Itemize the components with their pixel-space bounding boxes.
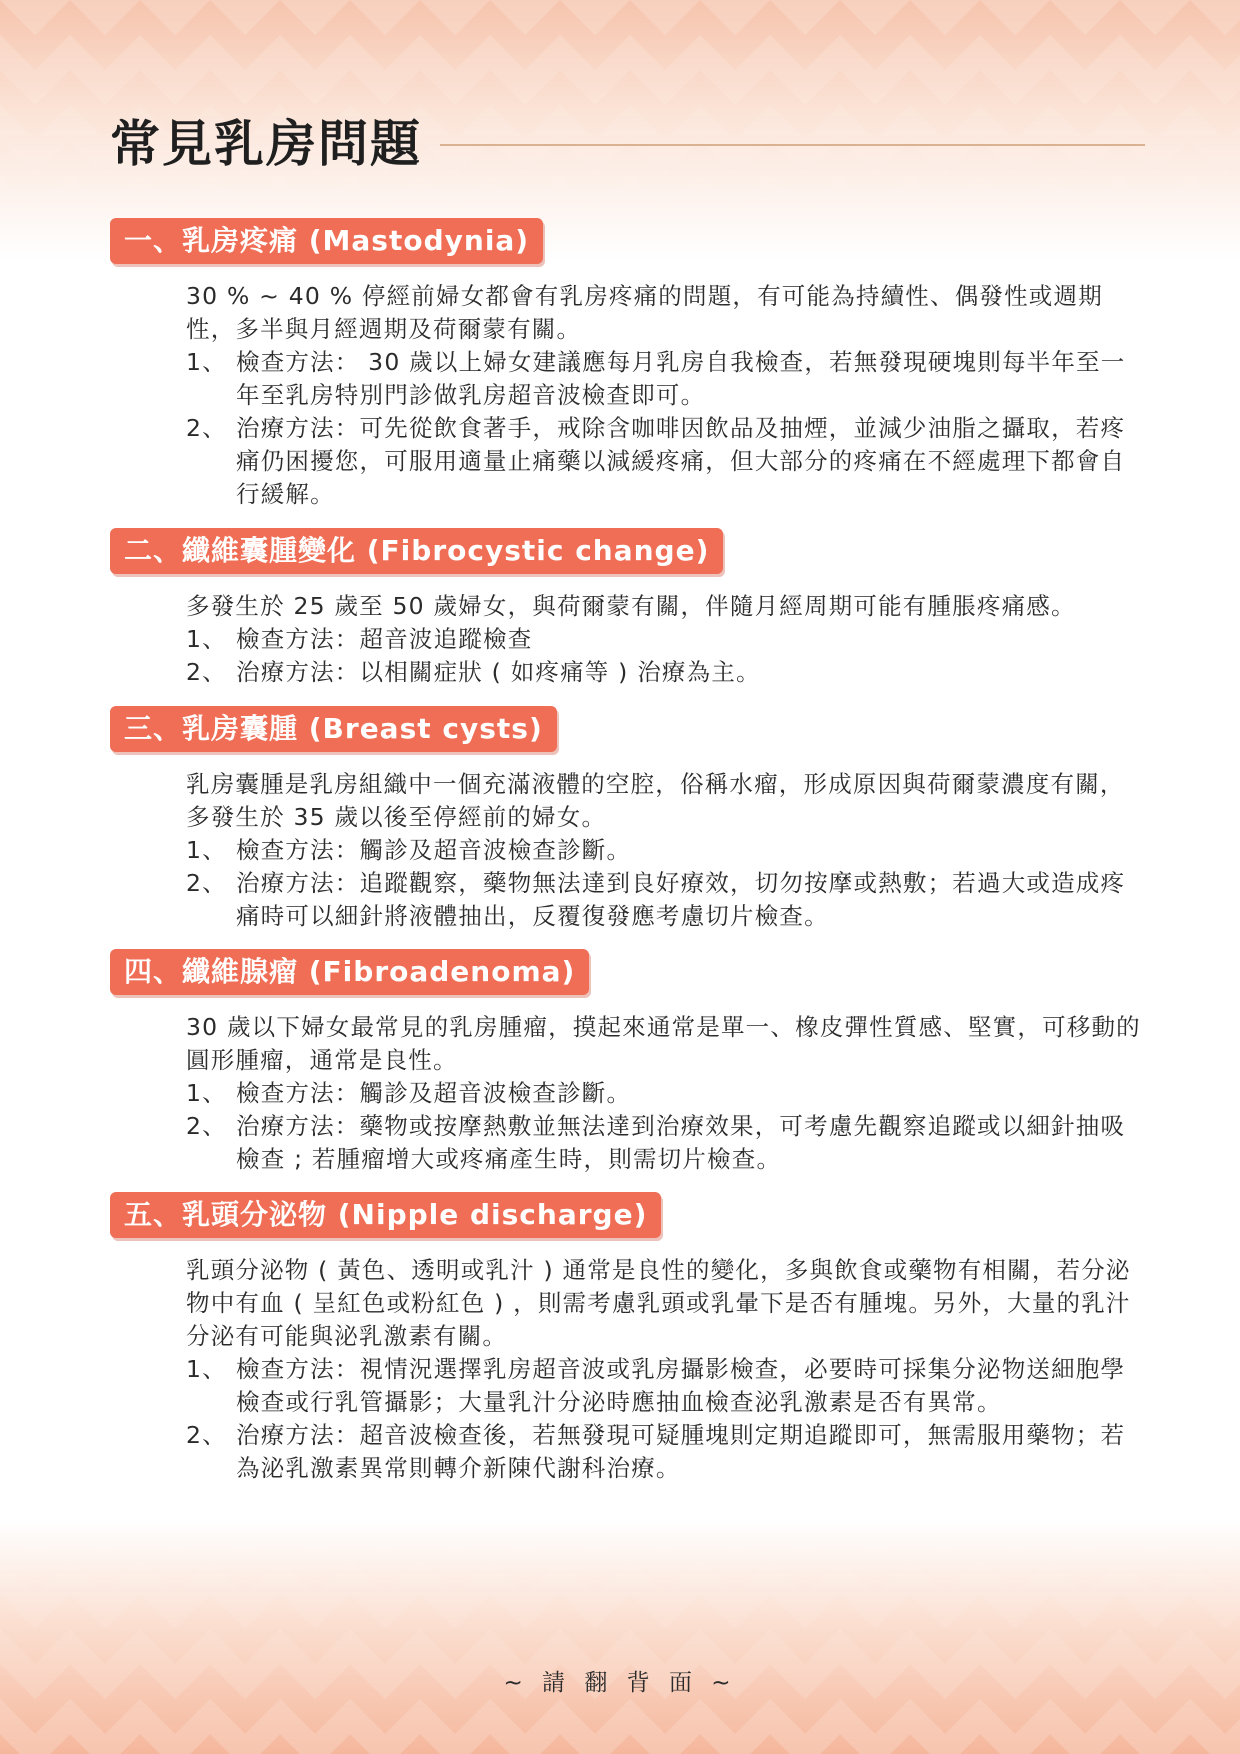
title-divider bbox=[440, 144, 1145, 146]
list-item bbox=[186, 834, 1145, 867]
list-item bbox=[186, 1353, 1145, 1419]
item-number: 1、 bbox=[186, 1355, 227, 1383]
list-item bbox=[186, 1077, 1145, 1110]
section-heading: 一、乳房疼痛 (Mastodynia) bbox=[110, 218, 543, 264]
item-number: 2、 bbox=[186, 414, 227, 442]
section-heading: 三、乳房囊腫 (Breast cysts) bbox=[110, 706, 557, 752]
list-item bbox=[186, 867, 1145, 933]
section-heading: 二、纖維囊腫變化 (Fibrocystic change) bbox=[110, 528, 723, 574]
section-body bbox=[110, 1011, 1145, 1176]
section-paragraph: 30 歲以下婦女最常見的乳房腫瘤，摸起來通常是單一、橡皮彈性質感、堅實，可移動的圓形腫瘤，通常是良性。 bbox=[186, 1013, 1141, 1074]
section-nipple-discharge bbox=[110, 1192, 1145, 1485]
list-item bbox=[186, 412, 1145, 511]
item-text: 檢查方法：觸診及超音波檢查診斷。 bbox=[236, 836, 632, 864]
item-text: 治療方法：超音波檢查後，若無發現可疑腫塊則定期追蹤即可，無需服用藥物；若為泌乳激素異常則轉介新陳代謝科治療。 bbox=[236, 1421, 1126, 1482]
section-paragraph: 多發生於 25 歲至 50 歲婦女，與荷爾蒙有關，伴隨月經周期可能有腫脹疼痛感。 bbox=[186, 592, 1076, 620]
section-fibroadenoma bbox=[110, 949, 1145, 1176]
section-body bbox=[110, 590, 1145, 689]
list-item bbox=[186, 623, 1145, 656]
section-heading: 四、纖維腺瘤 (Fibroadenoma) bbox=[110, 949, 589, 995]
list-item bbox=[186, 346, 1145, 412]
section-heading: 五、乳頭分泌物 (Nipple discharge) bbox=[110, 1192, 661, 1238]
item-number: 1、 bbox=[186, 348, 227, 376]
section-body bbox=[110, 280, 1145, 511]
item-number: 2、 bbox=[186, 1112, 227, 1140]
footer-background-pattern bbox=[0, 1524, 1240, 1754]
section-mastodynia bbox=[110, 218, 1145, 511]
item-number: 2、 bbox=[186, 869, 227, 897]
item-number: 1、 bbox=[186, 625, 227, 653]
turn-page-note: ~ 請 翻 背 面 ~ bbox=[503, 1670, 737, 1696]
item-number: 2、 bbox=[186, 1421, 227, 1449]
item-text: 治療方法：藥物或按摩熱敷並無法達到治療效果，可考慮先觀察追蹤或以細針抽吸檢查 ; 若腫瘤增大或疼痛產生時，則需切片檢查。 bbox=[236, 1112, 1126, 1173]
list-item bbox=[186, 1419, 1145, 1485]
section-body bbox=[110, 1254, 1145, 1485]
section-paragraph: 30 % ~ 40 % 停經前婦女都會有乳房疼痛的問題，有可能為持續性、偶發性或週期性，多半與月經週期及荷爾蒙有關。 bbox=[186, 282, 1103, 343]
section-fibrocystic-change bbox=[110, 528, 1145, 689]
page-header bbox=[110, 104, 1145, 176]
item-number: 2、 bbox=[186, 658, 227, 686]
item-number: 1、 bbox=[186, 836, 227, 864]
list-item bbox=[186, 1110, 1145, 1176]
section-paragraph: 乳房囊腫是乳房組織中一個充滿液體的空腔，俗稱水瘤，形成原因與荷爾蒙濃度有關，多發生於 35 歲以後至停經前的婦女。 bbox=[186, 770, 1125, 831]
section-breast-cysts bbox=[110, 706, 1145, 933]
item-number: 1、 bbox=[186, 1079, 227, 1107]
section-body bbox=[110, 768, 1145, 933]
item-text: 檢查方法：觸診及超音波檢查診斷。 bbox=[236, 1079, 632, 1107]
section-paragraph: 乳頭分泌物 ( 黃色、透明或乳汁 ) 通常是良性的變化，多與飲食或藥物有相關，若分泌物中有血 ( 呈紅色或粉紅色 ) ，則需考慮乳頭或乳暈下是否有腫塊。另外，大量的乳汁分泌有可能與泌乳激素有關。 bbox=[186, 1256, 1131, 1350]
page-title: 常見乳房問題 bbox=[110, 115, 422, 173]
item-text: 檢查方法：視情況選擇乳房超音波或乳房攝影檢查，必要時可採集分泌物送細胞學檢查或行乳管攝影；大量乳汁分泌時應抽血檢查泌乳激素是否有異常。 bbox=[236, 1355, 1126, 1416]
item-text: 治療方法：可先從飲食著手，戒除含咖啡因飲品及抽煙，並減少油脂之攝取，若疼痛仍困擾您，可服用適量止痛藥以減緩疼痛，但大部分的疼痛在不經處理下都會自行緩解。 bbox=[236, 414, 1126, 508]
list-item bbox=[186, 656, 1145, 689]
item-text: 治療方法：以相關症狀 ( 如疼痛等 ) 治療為主。 bbox=[236, 658, 761, 686]
item-text: 治療方法：追蹤觀察，藥物無法達到良好療效，切勿按摩或熱敷；若過大或造成疼痛時可以細針將液體抽出，反覆復發應考慮切片檢查。 bbox=[236, 869, 1126, 930]
item-text: 檢查方法：超音波追蹤檢查 bbox=[236, 625, 533, 653]
item-text: 檢查方法： 30 歲以上婦女建議應每月乳房自我檢查，若無發現硬塊則每半年至一年至乳房特別門診做乳房超音波檢查即可。 bbox=[236, 348, 1126, 409]
